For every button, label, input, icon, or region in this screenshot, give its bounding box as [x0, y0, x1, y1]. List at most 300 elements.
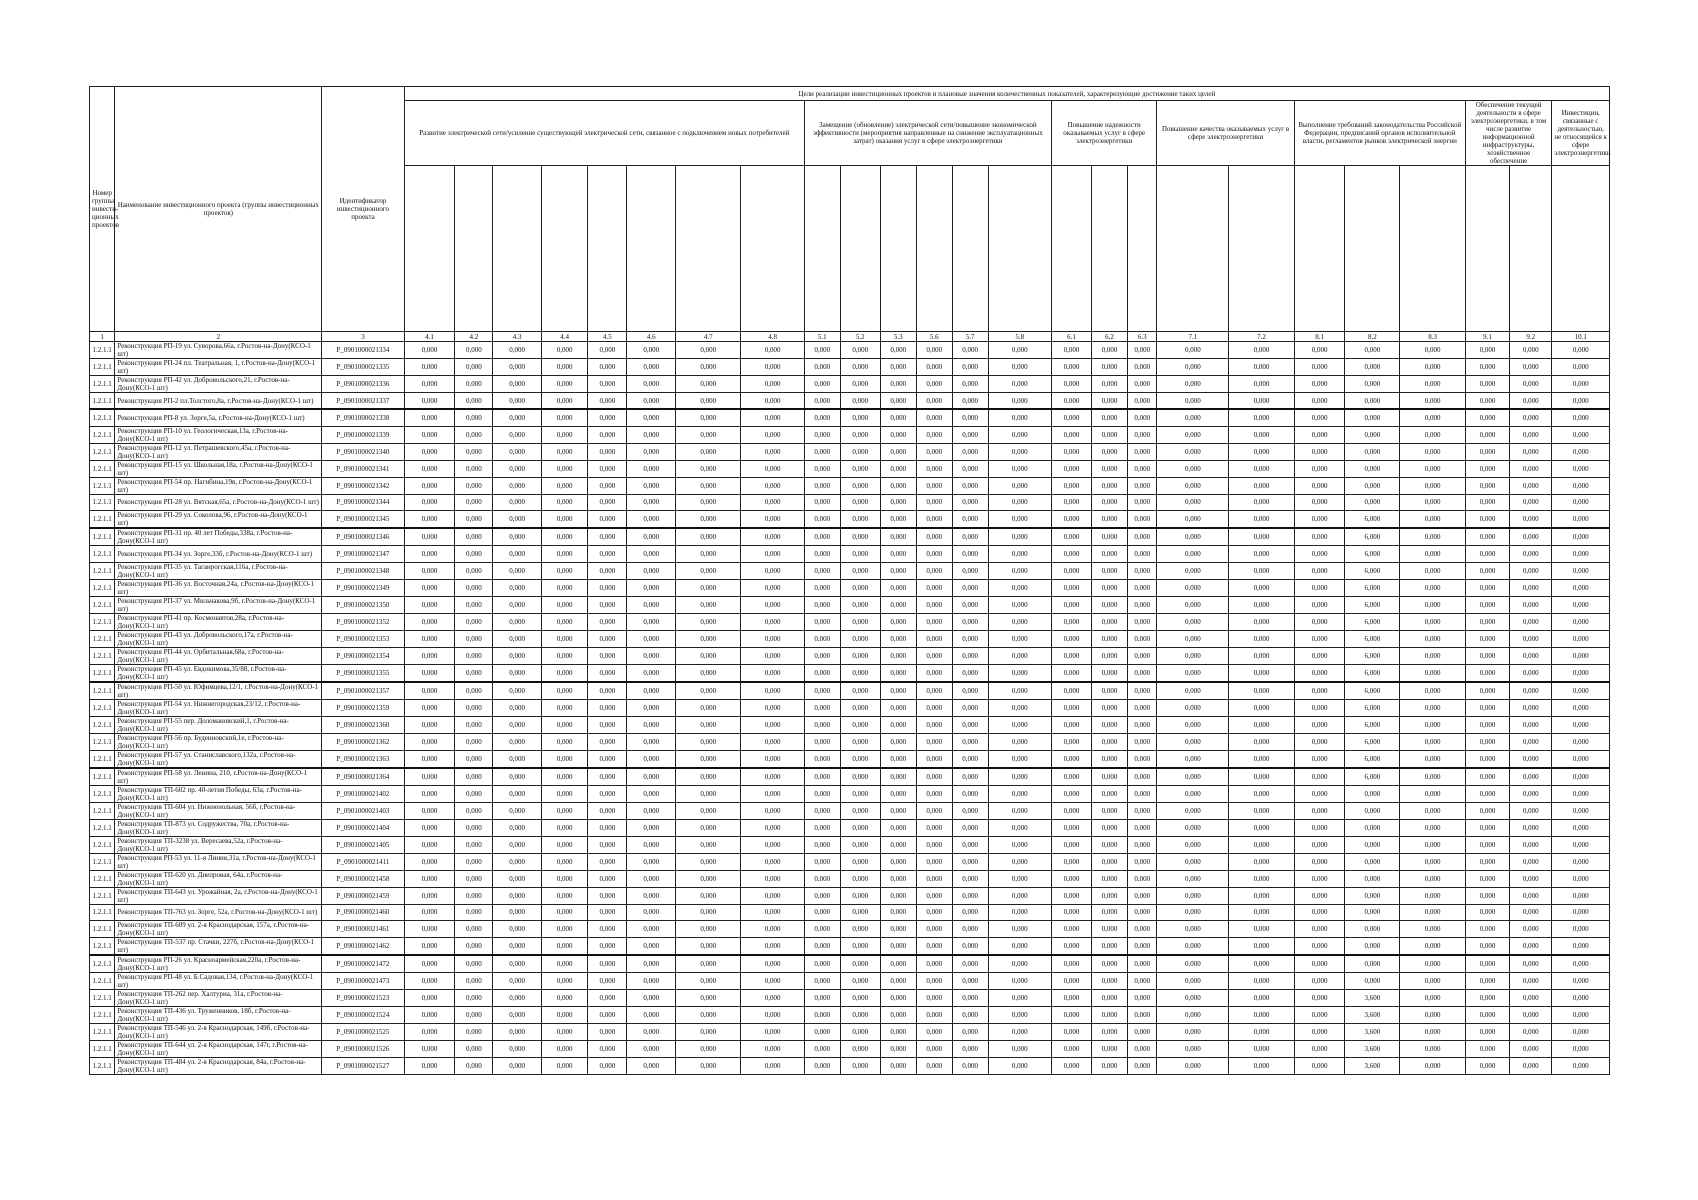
- group-number-cell: 1.2.1.1: [90, 664, 115, 682]
- indicator-value-cell: 0,000: [880, 511, 916, 529]
- indicator-value-cell: 0,000: [541, 342, 587, 359]
- indicator-value-cell: 0,000: [1400, 426, 1465, 443]
- indicator-value-cell: 0,000: [1510, 972, 1552, 989]
- project-name-cell: Реконструкция ТП-262 пер. Халтуриа, 31а, г.Ростов-на-Дону(КСО-1 шт): [115, 989, 322, 1006]
- indicator-value-cell: 0,000: [1465, 682, 1509, 700]
- indicator-value-cell: 0,000: [493, 342, 542, 359]
- project-id-cell: P_0901000021360: [322, 716, 404, 733]
- indicator-value-cell: 0,000: [804, 785, 840, 802]
- indicator-value-cell: 0,000: [952, 579, 988, 596]
- indicator-value-cell: 0,000: [916, 870, 952, 887]
- indicator-value-cell: 0,000: [840, 494, 880, 510]
- indicator-value-cell: 0,000: [541, 699, 587, 716]
- table-row: [90, 613, 1610, 630]
- indicator-value-cell: 0,000: [455, 409, 493, 426]
- indicator-value-cell: 0,000: [916, 376, 952, 393]
- table-row: [90, 853, 1610, 870]
- indicator-value-cell: 0,000: [952, 494, 988, 510]
- indicator-value-cell: 0,000: [676, 802, 741, 819]
- indicator-value-cell: 0,000: [1127, 546, 1157, 562]
- indicator-value-cell: 0,000: [1465, 460, 1509, 477]
- indicator-value-cell: 0,000: [1051, 699, 1091, 716]
- group-number-cell: 1.2.1.1: [90, 1040, 115, 1057]
- indicator-header-cell: [840, 166, 880, 332]
- project-id-cell: P_0901000021335: [322, 359, 404, 376]
- indicator-value-cell: 0,000: [404, 477, 455, 494]
- indicator-value-cell: 0,000: [493, 546, 542, 562]
- indicator-value-cell: 0,000: [1400, 802, 1465, 819]
- project-id-cell: P_0901000021526: [322, 1040, 404, 1057]
- indicator-value-cell: 0,000: [1465, 494, 1509, 510]
- table-row: [90, 579, 1610, 596]
- indicator-value-cell: 0,000: [404, 613, 455, 630]
- indicator-value-cell: 0,000: [741, 359, 804, 376]
- group-number-cell: 1.2.1.1: [90, 785, 115, 802]
- project-id-cell: P_0901000021334: [322, 342, 404, 359]
- project-name-cell: Реконструкция РП-57 ул. Станиславского,132а, г.Ростов-на-Дону(КСО-1 шт): [115, 750, 322, 768]
- indicator-value-cell: 0,000: [541, 664, 587, 682]
- group-number-cell: 1.2.1.1: [90, 853, 115, 870]
- indicator-value-cell: 0,000: [588, 819, 627, 836]
- indicator-value-cell: 0,000: [1510, 494, 1552, 510]
- project-id-cell: P_0901000021344: [322, 494, 404, 510]
- indicator-value-cell: 0,000: [455, 511, 493, 529]
- indicator-value-cell: 0,000: [1229, 376, 1294, 393]
- indicator-value-cell: 0,000: [1552, 699, 1610, 716]
- indicator-value-cell: 0,000: [1051, 460, 1091, 477]
- indicator-value-cell: 0,000: [1157, 409, 1229, 426]
- indicator-value-cell: 0,000: [741, 955, 804, 973]
- indicator-value-cell: 0,000: [988, 1023, 1051, 1040]
- table-row: [90, 596, 1610, 613]
- indicator-value-cell: 0,000: [840, 716, 880, 733]
- indicator-value-cell: 0,000: [988, 1057, 1051, 1074]
- table-row: [90, 870, 1610, 887]
- indicator-value-cell: 0,000: [880, 613, 916, 630]
- indicator-value-cell: 0,000: [1552, 359, 1610, 376]
- indicator-value-cell: 0,000: [1294, 579, 1345, 596]
- indicator-value-cell: 0,000: [1127, 937, 1157, 955]
- indicator-value-cell: 0,000: [1510, 511, 1552, 529]
- indicator-value-cell: 0,000: [627, 562, 676, 579]
- indicator-value-cell: 0,000: [916, 477, 952, 494]
- project-id-cell: P_0901000021349: [322, 579, 404, 596]
- indicator-value-cell: 0,000: [1465, 853, 1509, 870]
- indicator-value-cell: 0,000: [1229, 955, 1294, 973]
- indicator-value-cell: 0,000: [404, 1057, 455, 1074]
- indicator-value-cell: 0,000: [493, 613, 542, 630]
- group-number-cell: 1.2.1.1: [90, 733, 115, 750]
- indicator-value-cell: 0,000: [1552, 870, 1610, 887]
- indicator-value-cell: 0,000: [1510, 733, 1552, 750]
- indicator-value-cell: 0,000: [1157, 972, 1229, 989]
- indicator-value-cell: 0,000: [1345, 870, 1400, 887]
- indicator-value-cell: 0,000: [1157, 494, 1229, 510]
- indicator-value-cell: 0,000: [804, 937, 840, 955]
- indicator-value-cell: 0,000: [916, 989, 952, 1006]
- indicator-value-cell: 0,000: [741, 647, 804, 664]
- indicator-value-cell: 0,000: [1400, 887, 1465, 904]
- indicator-value-cell: 0,000: [1127, 989, 1157, 1006]
- table-row: [90, 955, 1610, 973]
- indicator-value-cell: 0,000: [588, 802, 627, 819]
- indicator-value-cell: 0,000: [1092, 477, 1128, 494]
- indicator-value-cell: 0,000: [880, 443, 916, 460]
- indicator-value-cell: 0,000: [952, 477, 988, 494]
- indicator-value-cell: 0,000: [1092, 647, 1128, 664]
- indicator-value-cell: 0,000: [1294, 972, 1345, 989]
- indicator-value-cell: 0,000: [627, 785, 676, 802]
- indicator-value-cell: 0,000: [493, 870, 542, 887]
- indicator-value-cell: 0,000: [1465, 596, 1509, 613]
- indicator-value-cell: 0,000: [880, 802, 916, 819]
- indicator-value-cell: 0,000: [1294, 1023, 1345, 1040]
- indicator-value-cell: 0,000: [1157, 477, 1229, 494]
- indicator-value-cell: 0,000: [741, 750, 804, 768]
- indicator-value-cell: 0,000: [804, 716, 840, 733]
- indicator-value-cell: 0,000: [588, 785, 627, 802]
- indicator-value-cell: 0,000: [588, 955, 627, 973]
- table-row: [90, 426, 1610, 443]
- indicator-value-cell: 0,000: [1051, 920, 1091, 937]
- project-name-cell: Реконструкция ТП-602 пр. 40-летия Победы, 63а, г.Ростов-на-Дону(КСО-1 шт): [115, 785, 322, 802]
- indicator-value-cell: 0,000: [840, 733, 880, 750]
- indicator-value-cell: 0,000: [1510, 887, 1552, 904]
- indicator-value-cell: 3,600: [1345, 1040, 1400, 1057]
- indicator-value-cell: 0,000: [916, 1057, 952, 1074]
- indicator-value-cell: 0,000: [1157, 393, 1229, 410]
- indicator-value-cell: 0,000: [1465, 836, 1509, 853]
- indicator-value-cell: 0,000: [952, 1023, 988, 1040]
- indicator-value-cell: 0,000: [952, 716, 988, 733]
- indicator-value-cell: 0,000: [455, 528, 493, 546]
- indicator-value-cell: 0,000: [1345, 819, 1400, 836]
- indicator-value-cell: 0,000: [916, 887, 952, 904]
- indicator-value-cell: 0,000: [588, 699, 627, 716]
- group-number-cell: 1.2.1.1: [90, 716, 115, 733]
- indicator-value-cell: 0,000: [916, 853, 952, 870]
- indicator-value-cell: 0,000: [627, 546, 676, 562]
- indicator-value-cell: 0,000: [1092, 359, 1128, 376]
- indicator-value-cell: 6,000: [1345, 596, 1400, 613]
- indicator-value-cell: 0,000: [1400, 699, 1465, 716]
- indicator-value-cell: 0,000: [952, 904, 988, 920]
- indicator-value-cell: 0,000: [952, 596, 988, 613]
- indicator-value-cell: 0,000: [588, 1023, 627, 1040]
- indicator-value-cell: 0,000: [1051, 1057, 1091, 1074]
- project-id-cell: P_0901000021524: [322, 1006, 404, 1023]
- indicator-value-cell: 0,000: [1345, 460, 1400, 477]
- indicator-value-cell: 0,000: [988, 887, 1051, 904]
- indicator-value-cell: 0,000: [455, 733, 493, 750]
- project-id-cell: P_0901000021347: [322, 546, 404, 562]
- indicator-value-cell: 0,000: [627, 955, 676, 973]
- indicator-value-cell: 0,000: [840, 511, 880, 529]
- indicator-value-cell: 0,000: [1465, 1040, 1509, 1057]
- indicator-value-cell: 0,000: [1127, 920, 1157, 937]
- indicator-value-cell: 0,000: [404, 342, 455, 359]
- column-number: 6.3: [1127, 332, 1157, 342]
- indicator-value-cell: 0,000: [1510, 920, 1552, 937]
- indicator-value-cell: 0,000: [880, 989, 916, 1006]
- indicator-value-cell: 0,000: [1345, 426, 1400, 443]
- indicator-value-cell: 0,000: [916, 937, 952, 955]
- indicator-value-cell: 0,000: [1092, 920, 1128, 937]
- indicator-value-cell: 0,000: [1400, 870, 1465, 887]
- indicator-value-cell: 0,000: [1400, 733, 1465, 750]
- project-id-cell: P_0901000021473: [322, 972, 404, 989]
- table-row: [90, 937, 1610, 955]
- indicator-value-cell: 0,000: [880, 699, 916, 716]
- indicator-value-cell: 0,000: [1294, 562, 1345, 579]
- indicator-value-cell: 0,000: [741, 716, 804, 733]
- indicator-value-cell: 0,000: [676, 630, 741, 647]
- indicator-value-cell: 0,000: [840, 477, 880, 494]
- column-number: 4.3: [493, 332, 542, 342]
- indicator-value-cell: 0,000: [493, 477, 542, 494]
- indicator-value-cell: 0,000: [541, 1040, 587, 1057]
- indicator-value-cell: 0,000: [1294, 836, 1345, 853]
- indicator-value-cell: 0,000: [493, 511, 542, 529]
- indicator-value-cell: 0,000: [880, 887, 916, 904]
- indicator-value-cell: 0,000: [1127, 1023, 1157, 1040]
- indicator-value-cell: 0,000: [1157, 359, 1229, 376]
- group-number-cell: 1.2.1.1: [90, 836, 115, 853]
- indicator-value-cell: 0,000: [1510, 409, 1552, 426]
- indicator-value-cell: 0,000: [1092, 972, 1128, 989]
- indicator-value-cell: 0,000: [804, 699, 840, 716]
- table-row: [90, 342, 1610, 359]
- indicator-value-cell: 0,000: [404, 819, 455, 836]
- indicator-value-cell: 6,000: [1345, 647, 1400, 664]
- indicator-value-cell: 0,000: [1465, 1057, 1509, 1074]
- project-name-cell: Реконструкция РП-53 ул. 11-я Линия,31а, г.Ростов-на-Дону(КСО-1 шт): [115, 853, 322, 870]
- indicator-value-cell: 0,000: [455, 853, 493, 870]
- indicator-value-cell: 0,000: [588, 443, 627, 460]
- indicator-header-cell: [1092, 166, 1128, 332]
- indicator-value-cell: 0,000: [1510, 596, 1552, 613]
- indicator-value-cell: 0,000: [1229, 887, 1294, 904]
- indicator-value-cell: 0,000: [804, 819, 840, 836]
- indicator-value-cell: 0,000: [493, 1040, 542, 1057]
- indicator-value-cell: 6,000: [1345, 699, 1400, 716]
- indicator-value-cell: 0,000: [952, 1006, 988, 1023]
- indicator-value-cell: 0,000: [493, 528, 542, 546]
- indicator-value-cell: 0,000: [404, 768, 455, 786]
- indicator-value-cell: 0,000: [1465, 733, 1509, 750]
- group-number-cell: 1.2.1.1: [90, 887, 115, 904]
- indicator-value-cell: 0,000: [1345, 477, 1400, 494]
- indicator-value-cell: 0,000: [916, 647, 952, 664]
- indicator-value-cell: 0,000: [588, 359, 627, 376]
- indicator-value-cell: 0,000: [1400, 750, 1465, 768]
- indicator-value-cell: 0,000: [627, 630, 676, 647]
- indicator-value-cell: 0,000: [1294, 733, 1345, 750]
- indicator-value-cell: 0,000: [1127, 664, 1157, 682]
- indicator-value-cell: 0,000: [627, 887, 676, 904]
- indicator-value-cell: 0,000: [1465, 1023, 1509, 1040]
- indicator-value-cell: 0,000: [1552, 904, 1610, 920]
- indicator-value-cell: 0,000: [804, 613, 840, 630]
- indicator-value-cell: 0,000: [804, 1023, 840, 1040]
- indicator-value-cell: 0,000: [1051, 937, 1091, 955]
- indicator-value-cell: 6,000: [1345, 511, 1400, 529]
- indicator-value-cell: 0,000: [676, 613, 741, 630]
- indicator-value-cell: 0,000: [493, 426, 542, 443]
- indicator-value-cell: 0,000: [840, 528, 880, 546]
- indicator-value-cell: 0,000: [493, 699, 542, 716]
- indicator-value-cell: 0,000: [493, 955, 542, 973]
- indicator-value-cell: 0,000: [1510, 802, 1552, 819]
- indicator-value-cell: 0,000: [1229, 836, 1294, 853]
- indicator-value-cell: 0,000: [952, 836, 988, 853]
- indicator-value-cell: 0,000: [1051, 750, 1091, 768]
- indicator-value-cell: 0,000: [880, 682, 916, 700]
- indicator-value-cell: 0,000: [1051, 664, 1091, 682]
- indicator-value-cell: 0,000: [1294, 1040, 1345, 1057]
- indicator-value-cell: 0,000: [1294, 699, 1345, 716]
- indicator-value-cell: 0,000: [676, 1057, 741, 1074]
- indicator-value-cell: 0,000: [1092, 494, 1128, 510]
- indicator-value-cell: 0,000: [880, 733, 916, 750]
- project-name-cell: Реконструкция РП-35 ул. Таганрогская,116а, г.Ростов-на-Дону(КСО-1 шт): [115, 562, 322, 579]
- indicator-value-cell: 0,000: [455, 1023, 493, 1040]
- project-name-cell: Реконструкция РП-26 ул. Красноармейская,220а, г.Ростов-на-Дону(КСО-1 шт): [115, 955, 322, 973]
- indicator-value-cell: 0,000: [952, 630, 988, 647]
- indicator-value-cell: 0,000: [1294, 989, 1345, 1006]
- indicator-value-cell: 0,000: [1157, 733, 1229, 750]
- indicator-value-cell: 0,000: [840, 1006, 880, 1023]
- indicator-header-cell: [1552, 166, 1610, 332]
- indicator-value-cell: 0,000: [1157, 1006, 1229, 1023]
- indicator-value-cell: 0,000: [988, 562, 1051, 579]
- indicator-value-cell: 0,000: [541, 494, 587, 510]
- indicator-value-cell: 0,000: [541, 716, 587, 733]
- indicator-value-cell: 0,000: [1345, 904, 1400, 920]
- indicator-value-cell: 0,000: [455, 937, 493, 955]
- indicator-value-cell: 0,000: [676, 887, 741, 904]
- indicator-value-cell: 0,000: [880, 460, 916, 477]
- indicator-value-cell: 0,000: [404, 443, 455, 460]
- indicator-value-cell: 0,000: [1294, 511, 1345, 529]
- group-number-cell: 1.2.1.1: [90, 699, 115, 716]
- indicator-value-cell: 0,000: [1051, 477, 1091, 494]
- indicator-value-cell: 0,000: [1229, 1006, 1294, 1023]
- indicator-value-cell: 0,000: [1510, 870, 1552, 887]
- indicator-value-cell: 0,000: [880, 579, 916, 596]
- indicator-value-cell: 0,000: [952, 733, 988, 750]
- indicator-value-cell: 0,000: [880, 494, 916, 510]
- indicator-value-cell: 0,000: [588, 579, 627, 596]
- indicator-header-cell: [880, 166, 916, 332]
- indicator-value-cell: 0,000: [880, 716, 916, 733]
- indicator-value-cell: 0,000: [1127, 785, 1157, 802]
- indicator-value-cell: 0,000: [1552, 376, 1610, 393]
- project-id-cell: P_0901000021523: [322, 989, 404, 1006]
- project-id-cell: P_0901000021338: [322, 409, 404, 426]
- group-number-cell: 1.2.1.1: [90, 596, 115, 613]
- indicator-value-cell: 0,000: [1400, 989, 1465, 1006]
- indicator-value-cell: 0,000: [493, 887, 542, 904]
- indicator-value-cell: 0,000: [1294, 443, 1345, 460]
- indicator-value-cell: 0,000: [1127, 342, 1157, 359]
- indicator-value-cell: 0,000: [804, 376, 840, 393]
- indicator-value-cell: 0,000: [455, 596, 493, 613]
- indicator-value-cell: 0,000: [1465, 937, 1509, 955]
- indicator-value-cell: 0,000: [1092, 733, 1128, 750]
- indicator-value-cell: 0,000: [541, 528, 587, 546]
- table-row: [90, 989, 1610, 1006]
- project-id-cell: P_0901000021363: [322, 750, 404, 768]
- indicator-value-cell: 0,000: [1229, 1057, 1294, 1074]
- indicator-value-cell: 0,000: [455, 546, 493, 562]
- indicator-value-cell: 0,000: [1051, 989, 1091, 1006]
- project-id-cell: P_0901000021340: [322, 443, 404, 460]
- group-number-cell: 1.2.1.1: [90, 443, 115, 460]
- indicator-value-cell: 0,000: [880, 768, 916, 786]
- indicator-value-cell: 0,000: [627, 1006, 676, 1023]
- indicator-value-cell: 0,000: [1465, 750, 1509, 768]
- indicator-value-cell: 0,000: [1465, 955, 1509, 973]
- indicator-value-cell: 0,000: [952, 920, 988, 937]
- indicator-value-cell: 0,000: [1510, 647, 1552, 664]
- indicator-value-cell: 0,000: [1092, 630, 1128, 647]
- indicator-value-cell: 0,000: [952, 562, 988, 579]
- project-id-cell: P_0901000021337: [322, 393, 404, 410]
- group-number-cell: 1.2.1.1: [90, 989, 115, 1006]
- column-number: 3: [322, 332, 404, 342]
- indicator-value-cell: 0,000: [804, 904, 840, 920]
- indicator-value-cell: 0,000: [627, 1057, 676, 1074]
- indicator-value-cell: 0,000: [676, 920, 741, 937]
- indicator-header-cell: [455, 166, 493, 332]
- indicator-value-cell: 0,000: [1127, 972, 1157, 989]
- project-name-cell: Реконструкция ТП-436 ул. Труженников, 18б, г.Ростов-на-Дону(КСО-1 шт): [115, 1006, 322, 1023]
- indicator-value-cell: 0,000: [1127, 494, 1157, 510]
- indicator-value-cell: 0,000: [1229, 342, 1294, 359]
- indicator-value-cell: 0,000: [1157, 443, 1229, 460]
- table-row: [90, 1023, 1610, 1040]
- indicator-value-cell: 0,000: [1510, 443, 1552, 460]
- indicator-value-cell: 0,000: [588, 750, 627, 768]
- indicator-value-cell: 0,000: [1092, 426, 1128, 443]
- indicator-value-cell: 0,000: [588, 989, 627, 1006]
- indicator-value-cell: 0,000: [1157, 613, 1229, 630]
- indicator-value-cell: 0,000: [1092, 904, 1128, 920]
- group-number-cell: 1.2.1.1: [90, 376, 115, 393]
- indicator-value-cell: 0,000: [455, 443, 493, 460]
- indicator-value-cell: 0,000: [1229, 528, 1294, 546]
- indicator-value-cell: 6,000: [1345, 733, 1400, 750]
- indicator-value-cell: 0,000: [1294, 376, 1345, 393]
- indicator-value-cell: 0,000: [676, 376, 741, 393]
- indicator-value-cell: 0,000: [1229, 630, 1294, 647]
- table-row: [90, 972, 1610, 989]
- project-id-cell: P_0901000021459: [322, 887, 404, 904]
- indicator-value-cell: 0,000: [952, 750, 988, 768]
- project-name-cell: Реконструкция РП-2 пл.Толстого,8а, г.Ростов-на-Дону(КСО-1 шт): [115, 393, 322, 410]
- indicator-value-cell: 0,000: [455, 768, 493, 786]
- column-number: 5.3: [880, 332, 916, 342]
- indicator-value-cell: 0,000: [541, 802, 587, 819]
- indicator-value-cell: 0,000: [1229, 819, 1294, 836]
- indicator-value-cell: 0,000: [541, 1057, 587, 1074]
- indicator-value-cell: 0,000: [1465, 716, 1509, 733]
- indicator-value-cell: 0,000: [1510, 836, 1552, 853]
- indicator-value-cell: 0,000: [988, 836, 1051, 853]
- project-id-cell: P_0901000021362: [322, 733, 404, 750]
- indicator-value-cell: 0,000: [1051, 511, 1091, 529]
